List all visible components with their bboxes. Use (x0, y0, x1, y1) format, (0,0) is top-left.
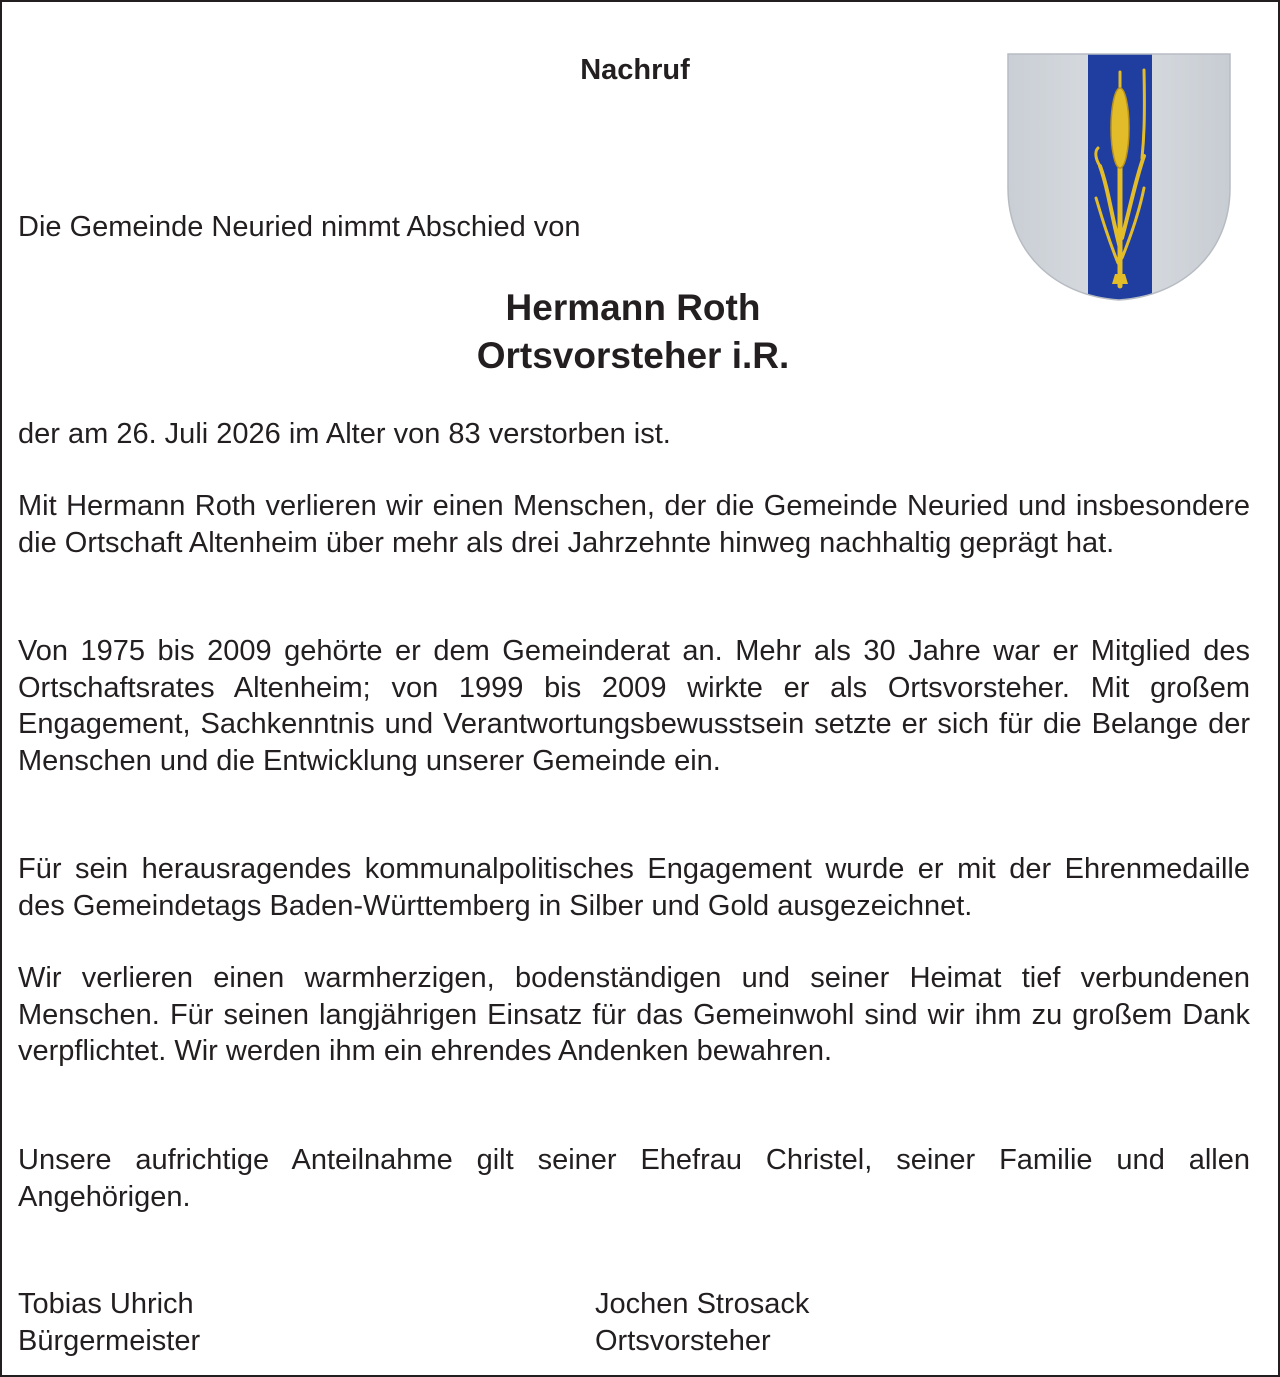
signatory-name: Tobias Uhrich (18, 1288, 194, 1320)
signatory-name: Jochen Strosack (595, 1288, 810, 1320)
signatory-role: Ortsvorsteher (595, 1324, 771, 1357)
signatory-role: Bürgermeister (18, 1324, 201, 1357)
page-title: Nachruf (580, 54, 690, 86)
deceased-name: Hermann Roth (505, 287, 761, 328)
signatory-mayor (18, 1286, 200, 1359)
coat-of-arms-icon (1004, 48, 1234, 303)
deceased-title: Ortsvorsteher i.R. (476, 335, 790, 376)
deceased-block (0, 284, 1266, 380)
career-paragraph: Von 1975 bis 2009 gehörte er dem Gemeinderat an. Mehr als 30 Jahre war er Mitglied des Ortschaftsrates Altenheim; von 1999 bis 2009 wirkte er als Ortsvorsteher. Mit großem Engagement, Sachkenntnis und Verantwortungsbewusstsein setzte er sich für die Belange der Menschen und die Entwicklung unserer Gemeinde ein. (18, 635, 1250, 777)
honors-paragraph: Für sein herausragendes kommunalpolitisches Engagement wurde er mit der Ehrenmedaille des Gemeindetags Baden-Württemberg in Silber und Gold ausgezeichnet. (18, 853, 1250, 922)
condolence-paragraph: Unsere aufrichtige Anteilnahme gilt seiner Ehefrau Christel, seiner Familie und allen Angehörigen. (18, 1144, 1250, 1213)
gratitude-paragraph: Wir verlieren einen warmherzigen, bodenständigen und seiner Heimat tief verbundenen Menschen. Für seinen langjährigen Einsatz für das Gemeinwohl sind wir ihm zu großem Dank verpflichtet. Wir werden ihm ein ehrendes Andenken bewahren. (18, 962, 1250, 1067)
tribute-paragraph: Mit Hermann Roth verlieren wir einen Menschen, der die Gemeinde Neuried und insbesondere die Ortschaft Altenheim über mehr als drei Jahrzehnte hinweg nachhaltig geprägt hat. (18, 490, 1250, 559)
death-date-paragraph: der am 26. Juli 2026 im Alter von 83 verstorben ist. (18, 418, 671, 450)
signatory-local-head (595, 1286, 809, 1359)
intro-line: Die Gemeinde Neuried nimmt Abschied von (18, 211, 581, 243)
